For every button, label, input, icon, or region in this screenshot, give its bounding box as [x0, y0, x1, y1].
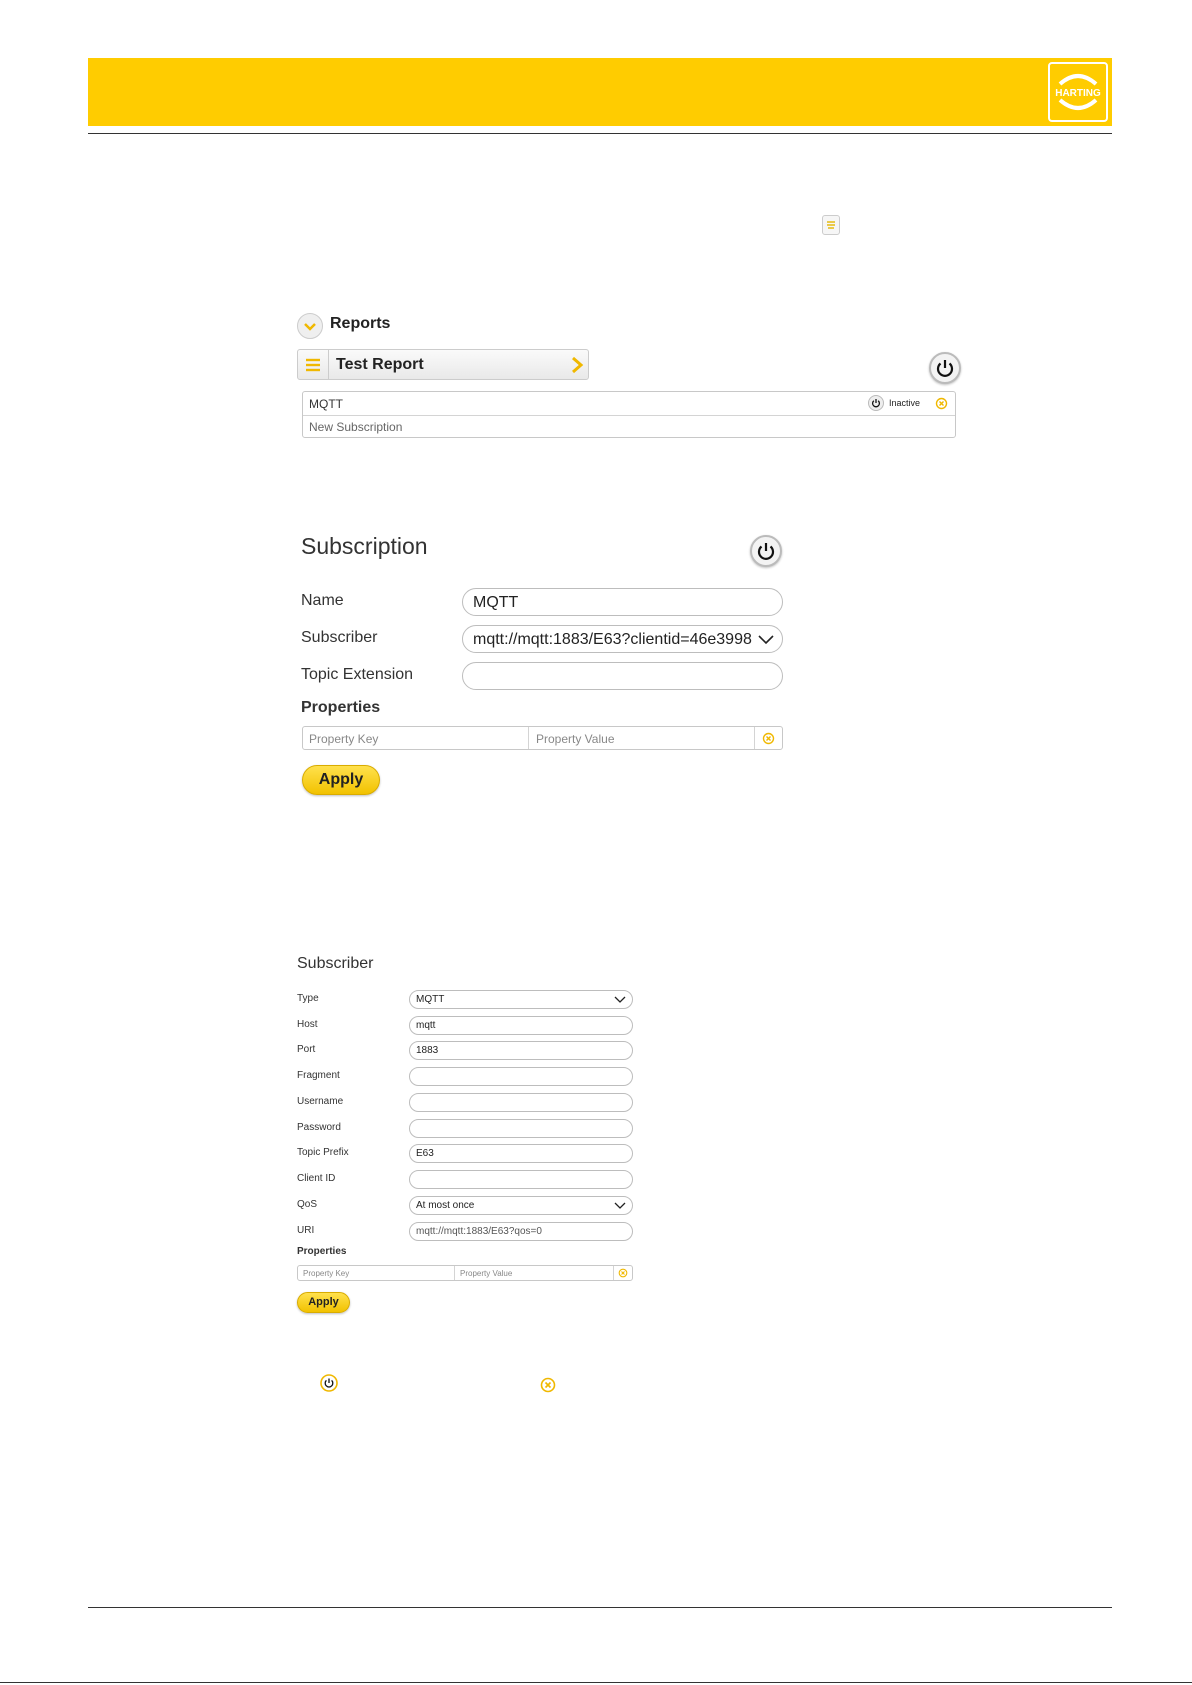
apply-button[interactable]: Apply	[302, 765, 380, 795]
list-icon	[822, 215, 840, 235]
report-name: Test Report	[336, 356, 424, 373]
username-field[interactable]	[409, 1093, 633, 1112]
qos-select[interactable]	[409, 1196, 633, 1215]
topic-prefix-field[interactable]	[409, 1144, 633, 1163]
chevron-down-icon	[614, 996, 626, 1004]
footer-rule	[88, 1607, 1112, 1608]
new-subscription-link[interactable]: New Subscription	[309, 420, 403, 434]
host-label: Host	[297, 1019, 318, 1030]
properties-label: Properties	[301, 699, 381, 716]
client-id-field[interactable]	[409, 1170, 633, 1189]
subscription-title: Subscription	[301, 533, 428, 559]
name-label: Name	[301, 592, 344, 609]
chevron-down-icon	[614, 1202, 626, 1210]
subscriber-property-value-input[interactable]: Property Value	[460, 1269, 513, 1278]
delete-icon	[540, 1377, 556, 1398]
subscriber-apply-button[interactable]: Apply	[297, 1292, 350, 1313]
subscriber-properties-table	[297, 1265, 633, 1281]
property-value-input[interactable]: Property Value	[536, 732, 615, 746]
bottom-rule	[0, 1682, 1192, 1683]
port-label: Port	[297, 1044, 316, 1055]
fragment-field[interactable]	[409, 1067, 633, 1086]
delete-icon[interactable]	[618, 1268, 628, 1280]
uri-value: mqtt://mqtt:1883/E63?qos=0	[416, 1226, 542, 1237]
qos-label: QoS	[297, 1199, 318, 1210]
subscriber-properties-label: Properties	[297, 1246, 347, 1257]
status-badge: Inactive	[889, 398, 921, 408]
topic-prefix-value: E63	[416, 1148, 434, 1159]
type-select[interactable]	[409, 990, 633, 1009]
topic-extension-label: Topic Extension	[301, 666, 414, 683]
delete-icon[interactable]	[762, 732, 775, 748]
header-bar	[88, 58, 1112, 126]
power-icon	[869, 396, 883, 410]
reports-title: Reports	[330, 315, 391, 332]
subscriber-label: Subscriber	[301, 629, 378, 646]
subscription-name: MQTT	[309, 397, 343, 411]
subscription-list	[302, 391, 956, 438]
uri-field[interactable]	[409, 1222, 633, 1241]
port-field[interactable]	[409, 1041, 633, 1060]
chevron-right-icon[interactable]	[570, 356, 584, 379]
subscriber-value: mqtt://mqtt:1883/E63?clientid=46e3998	[473, 631, 752, 648]
fragment-label: Fragment	[297, 1070, 340, 1081]
delete-icon[interactable]	[935, 397, 948, 413]
power-icon	[320, 1374, 338, 1397]
uri-label: URI	[297, 1225, 315, 1236]
subscriber-select[interactable]	[462, 625, 783, 653]
password-label: Password	[297, 1122, 341, 1133]
property-key-input[interactable]: Property Key	[309, 732, 379, 746]
host-value: mqtt	[416, 1020, 436, 1031]
username-label: Username	[297, 1096, 344, 1107]
header-rule	[88, 133, 1112, 134]
report-item[interactable]	[297, 349, 589, 380]
subscriber-title: Subscriber	[297, 955, 374, 972]
logo-text: HARTING	[1055, 88, 1101, 99]
qos-value: At most once	[416, 1200, 475, 1211]
subscription-row[interactable]	[303, 392, 955, 416]
port-value: 1883	[416, 1045, 439, 1056]
report-power-button[interactable]	[929, 352, 961, 384]
menu-icon[interactable]	[298, 350, 329, 379]
type-value: MQTT	[416, 994, 445, 1005]
name-field[interactable]	[462, 588, 783, 616]
power-icon	[931, 354, 959, 382]
topic-extension-field[interactable]	[462, 662, 783, 690]
harting-logo	[1048, 62, 1108, 122]
properties-table	[302, 726, 783, 750]
chevron-down-icon[interactable]	[297, 313, 323, 339]
subscription-power-button[interactable]	[750, 535, 782, 567]
type-label: Type	[297, 993, 319, 1004]
name-value: MQTT	[473, 594, 519, 611]
host-field[interactable]	[409, 1016, 633, 1035]
subscriber-property-key-input[interactable]: Property Key	[303, 1269, 350, 1278]
subscription-power-button[interactable]	[868, 395, 884, 411]
chevron-down-icon	[758, 635, 774, 645]
password-field[interactable]	[409, 1119, 633, 1138]
topic-prefix-label: Topic Prefix	[297, 1147, 349, 1158]
client-id-label: Client ID	[297, 1173, 336, 1184]
power-icon	[752, 537, 780, 565]
